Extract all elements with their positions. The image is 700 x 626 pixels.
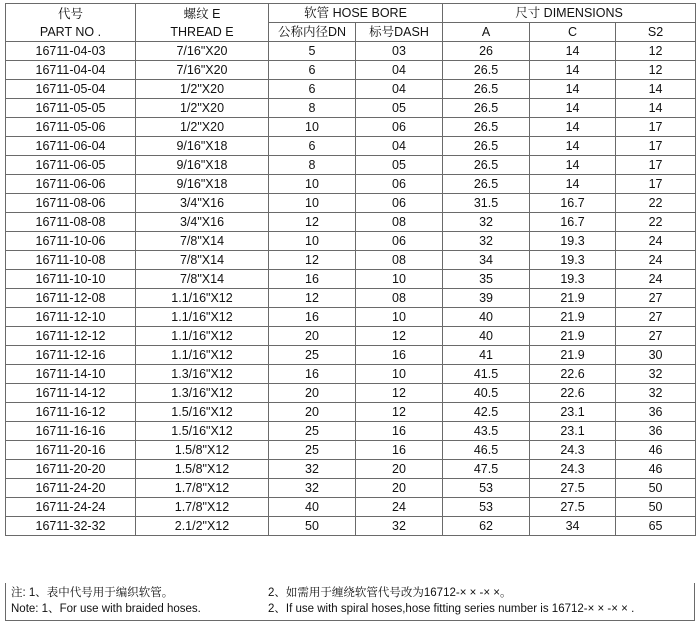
table-row bbox=[6, 403, 696, 422]
s2-cell: 17 bbox=[616, 175, 696, 194]
thread-cell: 1.1/16"X12 bbox=[136, 346, 269, 365]
dash-cell: 08 bbox=[356, 289, 443, 308]
s2-cell: 24 bbox=[616, 270, 696, 289]
a-cell: 46.5 bbox=[443, 441, 530, 460]
dn-cell: 50 bbox=[269, 517, 356, 536]
part-no-cell: 16711-06-06 bbox=[6, 175, 136, 194]
s2-cell: 12 bbox=[616, 61, 696, 80]
dn-cell: 16 bbox=[269, 308, 356, 327]
dn-cell: 6 bbox=[269, 80, 356, 99]
s2-cell: 22 bbox=[616, 213, 696, 232]
dash-cell: 24 bbox=[356, 498, 443, 517]
dash-cell: 12 bbox=[356, 384, 443, 403]
thread-cell: 1.5/16"X12 bbox=[136, 422, 269, 441]
table-row bbox=[6, 232, 696, 251]
s2-cell: 14 bbox=[616, 80, 696, 99]
dash-cell: 06 bbox=[356, 232, 443, 251]
thread-cell: 1/2"X20 bbox=[136, 118, 269, 137]
dn-cell: 12 bbox=[269, 213, 356, 232]
thread-cell: 7/8"X14 bbox=[136, 232, 269, 251]
part-no-cell: 16711-05-04 bbox=[6, 80, 136, 99]
thread-cell: 1.7/8"X12 bbox=[136, 479, 269, 498]
table-row bbox=[6, 80, 696, 99]
part-no-cell: 16711-20-20 bbox=[6, 460, 136, 479]
note-cn-1: 注: 1、表中代号用于编织软管。 bbox=[11, 587, 174, 599]
s2-cell: 12 bbox=[616, 42, 696, 61]
dash-cell: 20 bbox=[356, 460, 443, 479]
a-cell: 53 bbox=[443, 479, 530, 498]
thread-cell: 1.5/8"X12 bbox=[136, 460, 269, 479]
dash-cell: 10 bbox=[356, 365, 443, 384]
note-cn-2: 2、如需用于缠绕软管代号改为16712-× × -× ×。 bbox=[268, 587, 512, 599]
a-cell: 26.5 bbox=[443, 175, 530, 194]
c-cell: 21.9 bbox=[530, 308, 616, 327]
s2-cell: 30 bbox=[616, 346, 696, 365]
table-row bbox=[6, 460, 696, 479]
s2-cell: 24 bbox=[616, 232, 696, 251]
a-cell: 34 bbox=[443, 251, 530, 270]
dash-cell: 10 bbox=[356, 308, 443, 327]
dn-cell: 16 bbox=[269, 365, 356, 384]
s2-cell: 65 bbox=[616, 517, 696, 536]
c-cell: 14 bbox=[530, 99, 616, 118]
a-cell: 35 bbox=[443, 270, 530, 289]
a-cell: 26.5 bbox=[443, 80, 530, 99]
dn-cell: 5 bbox=[269, 42, 356, 61]
table-row bbox=[6, 327, 696, 346]
dn-cell: 6 bbox=[269, 61, 356, 80]
dash-cell: 03 bbox=[356, 42, 443, 61]
thread-cell: 1.1/16"X12 bbox=[136, 289, 269, 308]
thread-cell: 1.3/16"X12 bbox=[136, 384, 269, 403]
dn-cell: 10 bbox=[269, 118, 356, 137]
a-cell: 40 bbox=[443, 327, 530, 346]
s2-cell: 17 bbox=[616, 137, 696, 156]
thread-cell: 7/8"X14 bbox=[136, 251, 269, 270]
dn-cell: 25 bbox=[269, 441, 356, 460]
part-no-cell: 16711-05-05 bbox=[6, 99, 136, 118]
c-cell: 14 bbox=[530, 61, 616, 80]
c-cell: 22.6 bbox=[530, 384, 616, 403]
part-no-cell: 16711-20-16 bbox=[6, 441, 136, 460]
thread-cell: 1.5/16"X12 bbox=[136, 403, 269, 422]
thread-cell: 9/16"X18 bbox=[136, 175, 269, 194]
a-cell: 43.5 bbox=[443, 422, 530, 441]
c-cell: 19.3 bbox=[530, 232, 616, 251]
table-row bbox=[6, 422, 696, 441]
a-cell: 62 bbox=[443, 517, 530, 536]
part-no-cell: 16711-06-04 bbox=[6, 137, 136, 156]
a-cell: 42.5 bbox=[443, 403, 530, 422]
a-cell: 32 bbox=[443, 232, 530, 251]
dash-cell: 12 bbox=[356, 403, 443, 422]
dn-cell: 8 bbox=[269, 156, 356, 175]
part-no-cell: 16711-12-10 bbox=[6, 308, 136, 327]
dash-cell: 04 bbox=[356, 137, 443, 156]
dash-cell: 08 bbox=[356, 251, 443, 270]
part-no-header-cn: 代号 bbox=[57, 6, 83, 21]
thread-cell: 2.1/2"X12 bbox=[136, 517, 269, 536]
part-no-cell: 16711-08-08 bbox=[6, 213, 136, 232]
table-row bbox=[6, 175, 696, 194]
a-cell: 39 bbox=[443, 289, 530, 308]
c-cell: 24.3 bbox=[530, 441, 616, 460]
part-no-cell: 16711-08-06 bbox=[6, 194, 136, 213]
dash-cell: 05 bbox=[356, 99, 443, 118]
table-row bbox=[6, 308, 696, 327]
c-cell: 21.9 bbox=[530, 346, 616, 365]
s2-cell: 17 bbox=[616, 156, 696, 175]
table-row bbox=[6, 42, 696, 61]
s2-cell: 50 bbox=[616, 498, 696, 517]
part-no-cell: 16711-24-20 bbox=[6, 479, 136, 498]
table-row bbox=[6, 517, 696, 536]
dn-header: 公称内径DN bbox=[269, 23, 356, 42]
s2-cell: 50 bbox=[616, 479, 696, 498]
thread-header-cn: 螺纹 E bbox=[183, 6, 221, 21]
part-no-cell: 16711-04-04 bbox=[6, 61, 136, 80]
dn-cell: 12 bbox=[269, 251, 356, 270]
thread-cell: 1.1/16"X12 bbox=[136, 308, 269, 327]
c-cell: 14 bbox=[530, 156, 616, 175]
thread-cell: 7/8"X14 bbox=[136, 270, 269, 289]
a-cell: 41.5 bbox=[443, 365, 530, 384]
part-no-cell: 16711-04-03 bbox=[6, 42, 136, 61]
dash-cell: 06 bbox=[356, 175, 443, 194]
a-cell: 40 bbox=[443, 308, 530, 327]
dimensions-header: 尺寸 DIMENSIONS bbox=[443, 4, 696, 23]
thread-cell: 9/16"X18 bbox=[136, 137, 269, 156]
thread-cell: 1.7/8"X12 bbox=[136, 498, 269, 517]
s2-cell: 17 bbox=[616, 118, 696, 137]
dash-cell: 16 bbox=[356, 422, 443, 441]
dash-cell: 20 bbox=[356, 479, 443, 498]
part-no-cell: 16711-10-10 bbox=[6, 270, 136, 289]
table-row bbox=[6, 251, 696, 270]
c-cell: 22.6 bbox=[530, 365, 616, 384]
part-no-cell: 16711-24-24 bbox=[6, 498, 136, 517]
a-cell: 40.5 bbox=[443, 384, 530, 403]
dash-header: 标号DASH bbox=[356, 23, 443, 42]
part-no-cell: 16711-12-16 bbox=[6, 346, 136, 365]
s2-cell: 27 bbox=[616, 327, 696, 346]
a-cell: 47.5 bbox=[443, 460, 530, 479]
c-cell: 34 bbox=[530, 517, 616, 536]
c-header: C bbox=[530, 23, 616, 42]
s2-cell: 36 bbox=[616, 403, 696, 422]
c-cell: 27.5 bbox=[530, 479, 616, 498]
a-header: A bbox=[443, 23, 530, 42]
dash-cell: 08 bbox=[356, 213, 443, 232]
table-row bbox=[6, 498, 696, 517]
c-cell: 23.1 bbox=[530, 422, 616, 441]
c-cell: 19.3 bbox=[530, 270, 616, 289]
part-no-cell: 16711-06-05 bbox=[6, 156, 136, 175]
thread-cell: 1.1/16"X12 bbox=[136, 327, 269, 346]
s2-cell: 36 bbox=[616, 422, 696, 441]
a-cell: 26.5 bbox=[443, 137, 530, 156]
dash-cell: 32 bbox=[356, 517, 443, 536]
table-row bbox=[6, 194, 696, 213]
dn-cell: 10 bbox=[269, 232, 356, 251]
a-cell: 32 bbox=[443, 213, 530, 232]
header-row-top bbox=[6, 4, 696, 23]
c-cell: 27.5 bbox=[530, 498, 616, 517]
table-row bbox=[6, 365, 696, 384]
a-cell: 31.5 bbox=[443, 194, 530, 213]
thread-cell: 9/16"X18 bbox=[136, 156, 269, 175]
a-cell: 26.5 bbox=[443, 61, 530, 80]
part-no-cell: 16711-05-06 bbox=[6, 118, 136, 137]
dn-cell: 25 bbox=[269, 422, 356, 441]
s2-cell: 32 bbox=[616, 384, 696, 403]
dash-cell: 16 bbox=[356, 346, 443, 365]
dn-cell: 25 bbox=[269, 346, 356, 365]
table-row bbox=[6, 99, 696, 118]
table-row bbox=[6, 289, 696, 308]
c-cell: 14 bbox=[530, 80, 616, 99]
thread-cell: 1.5/8"X12 bbox=[136, 441, 269, 460]
table-row bbox=[6, 213, 696, 232]
s2-header: S2 bbox=[616, 23, 696, 42]
table-row bbox=[6, 384, 696, 403]
thread-cell: 7/16"X20 bbox=[136, 42, 269, 61]
thread-cell: 1.3/16"X12 bbox=[136, 365, 269, 384]
thread-cell: 1/2"X20 bbox=[136, 80, 269, 99]
dash-cell: 16 bbox=[356, 441, 443, 460]
c-cell: 23.1 bbox=[530, 403, 616, 422]
dn-cell: 32 bbox=[269, 460, 356, 479]
dash-cell: 12 bbox=[356, 327, 443, 346]
s2-cell: 27 bbox=[616, 289, 696, 308]
dn-cell: 12 bbox=[269, 289, 356, 308]
thread-header bbox=[136, 4, 269, 42]
c-cell: 14 bbox=[530, 175, 616, 194]
notes-section bbox=[5, 583, 695, 621]
dn-cell: 10 bbox=[269, 194, 356, 213]
c-cell: 19.3 bbox=[530, 251, 616, 270]
thread-cell: 7/16"X20 bbox=[136, 61, 269, 80]
note-en-2: 2、If use with spiral hoses,hose fitting series number is 16712-× × -× × . bbox=[268, 603, 635, 615]
c-cell: 16.7 bbox=[530, 194, 616, 213]
part-no-cell: 16711-10-08 bbox=[6, 251, 136, 270]
dn-cell: 16 bbox=[269, 270, 356, 289]
thread-cell: 3/4"X16 bbox=[136, 213, 269, 232]
dn-cell: 8 bbox=[269, 99, 356, 118]
dn-cell: 40 bbox=[269, 498, 356, 517]
dash-cell: 06 bbox=[356, 118, 443, 137]
table-row bbox=[6, 270, 696, 289]
dn-cell: 20 bbox=[269, 384, 356, 403]
table-row bbox=[6, 479, 696, 498]
s2-cell: 46 bbox=[616, 441, 696, 460]
part-no-cell: 16711-16-12 bbox=[6, 403, 136, 422]
a-cell: 26.5 bbox=[443, 118, 530, 137]
s2-cell: 46 bbox=[616, 460, 696, 479]
a-cell: 53 bbox=[443, 498, 530, 517]
a-cell: 26.5 bbox=[443, 99, 530, 118]
table-row bbox=[6, 118, 696, 137]
c-cell: 24.3 bbox=[530, 460, 616, 479]
c-cell: 14 bbox=[530, 118, 616, 137]
note-en-1: Note: 1、For use with braided hoses. bbox=[11, 603, 201, 615]
s2-cell: 22 bbox=[616, 194, 696, 213]
table-body bbox=[6, 42, 696, 536]
dash-cell: 04 bbox=[356, 61, 443, 80]
table-row bbox=[6, 156, 696, 175]
table-row bbox=[6, 61, 696, 80]
dash-cell: 04 bbox=[356, 80, 443, 99]
s2-cell: 24 bbox=[616, 251, 696, 270]
part-no-cell: 16711-12-12 bbox=[6, 327, 136, 346]
c-cell: 14 bbox=[530, 42, 616, 61]
a-cell: 26.5 bbox=[443, 156, 530, 175]
dn-cell: 20 bbox=[269, 327, 356, 346]
part-no-cell: 16711-16-16 bbox=[6, 422, 136, 441]
a-cell: 41 bbox=[443, 346, 530, 365]
thread-cell: 3/4"X16 bbox=[136, 194, 269, 213]
dash-cell: 10 bbox=[356, 270, 443, 289]
s2-cell: 14 bbox=[616, 99, 696, 118]
thread-cell: 1/2"X20 bbox=[136, 99, 269, 118]
part-no-header bbox=[6, 4, 136, 42]
a-cell: 26 bbox=[443, 42, 530, 61]
part-no-cell: 16711-32-32 bbox=[6, 517, 136, 536]
dash-cell: 06 bbox=[356, 194, 443, 213]
c-cell: 14 bbox=[530, 137, 616, 156]
table-row bbox=[6, 441, 696, 460]
s2-cell: 27 bbox=[616, 308, 696, 327]
part-no-cell: 16711-14-12 bbox=[6, 384, 136, 403]
notes-row-cn bbox=[11, 585, 694, 601]
dn-cell: 10 bbox=[269, 175, 356, 194]
thread-header-en: THREAD E bbox=[170, 24, 234, 39]
c-cell: 21.9 bbox=[530, 289, 616, 308]
dash-cell: 05 bbox=[356, 156, 443, 175]
table-row bbox=[6, 346, 696, 365]
hose-bore-header: 软管 HOSE BORE bbox=[269, 4, 443, 23]
dn-cell: 32 bbox=[269, 479, 356, 498]
part-no-cell: 16711-14-10 bbox=[6, 365, 136, 384]
table-row bbox=[6, 137, 696, 156]
notes-row-en bbox=[11, 601, 694, 617]
part-no-cell: 16711-12-08 bbox=[6, 289, 136, 308]
s2-cell: 32 bbox=[616, 365, 696, 384]
dn-cell: 20 bbox=[269, 403, 356, 422]
dimension-table bbox=[5, 3, 696, 536]
dn-cell: 6 bbox=[269, 137, 356, 156]
part-no-header-en: PART NO . bbox=[39, 24, 102, 39]
part-no-cell: 16711-10-06 bbox=[6, 232, 136, 251]
c-cell: 16.7 bbox=[530, 213, 616, 232]
c-cell: 21.9 bbox=[530, 327, 616, 346]
